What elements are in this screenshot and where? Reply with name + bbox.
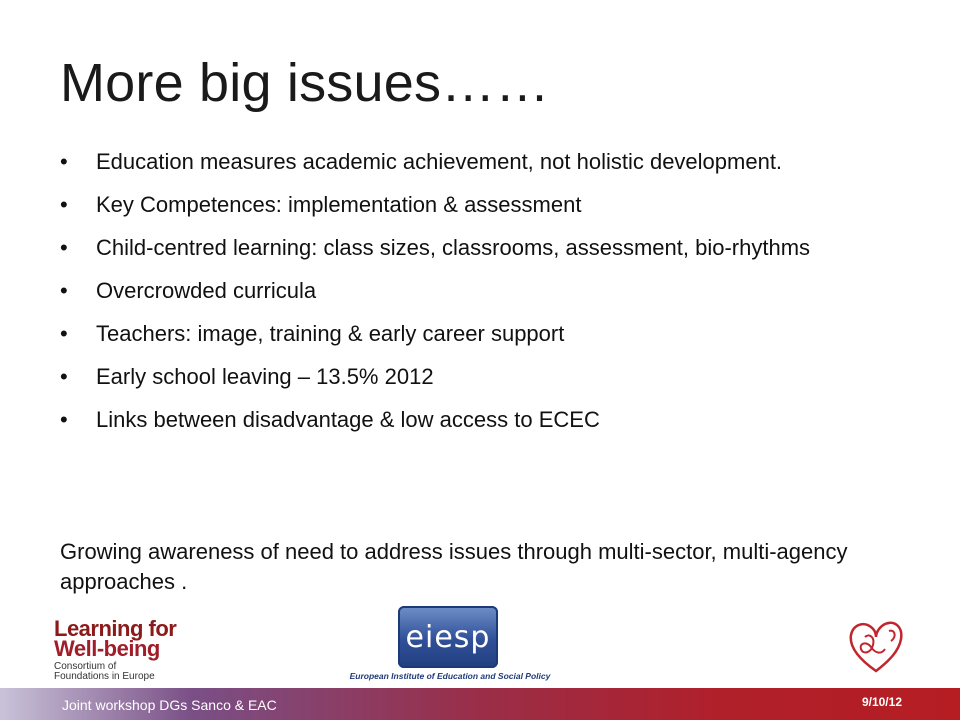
bullet-dot: • xyxy=(60,364,68,389)
bullet-text: Early school leaving – 13.5% 2012 xyxy=(96,364,434,389)
heart-logo-icon xyxy=(845,615,907,677)
logo-subtitle xyxy=(54,662,155,682)
eiesp-badge xyxy=(398,606,498,668)
footer-date: 9/10/12 xyxy=(861,695,902,709)
bullet-dot: • xyxy=(60,321,68,346)
bullet-dot: • xyxy=(60,235,68,260)
bullet-item xyxy=(60,190,900,220)
learning-for-wellbeing-logo xyxy=(54,616,184,688)
bullet-item xyxy=(60,362,900,392)
eiesp-subtitle: European Institute of Education and Social Policy xyxy=(349,671,551,681)
logo-line-2: Well-being xyxy=(54,636,160,661)
bullet-text: Teachers: image, training & early career support xyxy=(96,321,565,346)
logo-line-1: Learning for xyxy=(54,616,177,641)
bullet-text: Overcrowded curricula xyxy=(96,278,317,303)
eiesp-badge-text: eiesp xyxy=(405,620,491,655)
bullet-text: Education measures academic achievement, not holistic development. xyxy=(96,149,783,174)
bullet-item xyxy=(60,405,900,435)
bullet-item xyxy=(60,147,900,177)
bullet-text: Links between disadvantage & low access to ECEC xyxy=(96,407,600,432)
bullet-item xyxy=(60,276,900,306)
logo-subtitle-line-1: Consortium of xyxy=(54,661,117,672)
bullet-dot: • xyxy=(60,192,68,217)
bullet-text: Key Competences: implementation & assessment xyxy=(96,192,582,217)
slide-title: More big issues…… xyxy=(60,53,550,113)
bullet-list xyxy=(60,147,900,448)
bullet-item xyxy=(60,319,900,349)
bullet-dot: • xyxy=(60,149,68,174)
bullet-dot: • xyxy=(60,278,68,303)
bullet-text: Child-centred learning: class sizes, classrooms, assessment, bio-rhythms xyxy=(96,235,811,260)
closing-paragraph: Growing awareness of need to address issues through multi-sector, multi-agency approaches . xyxy=(60,539,848,594)
bullet-item xyxy=(60,233,900,263)
footer-bar xyxy=(0,688,960,720)
eiesp-logo xyxy=(340,606,560,684)
footer-workshop-text: Joint workshop DGs Sanco & EAC xyxy=(62,697,277,713)
logo-subtitle-line-2: Foundations in Europe xyxy=(54,671,155,682)
bullet-dot: • xyxy=(60,407,68,432)
